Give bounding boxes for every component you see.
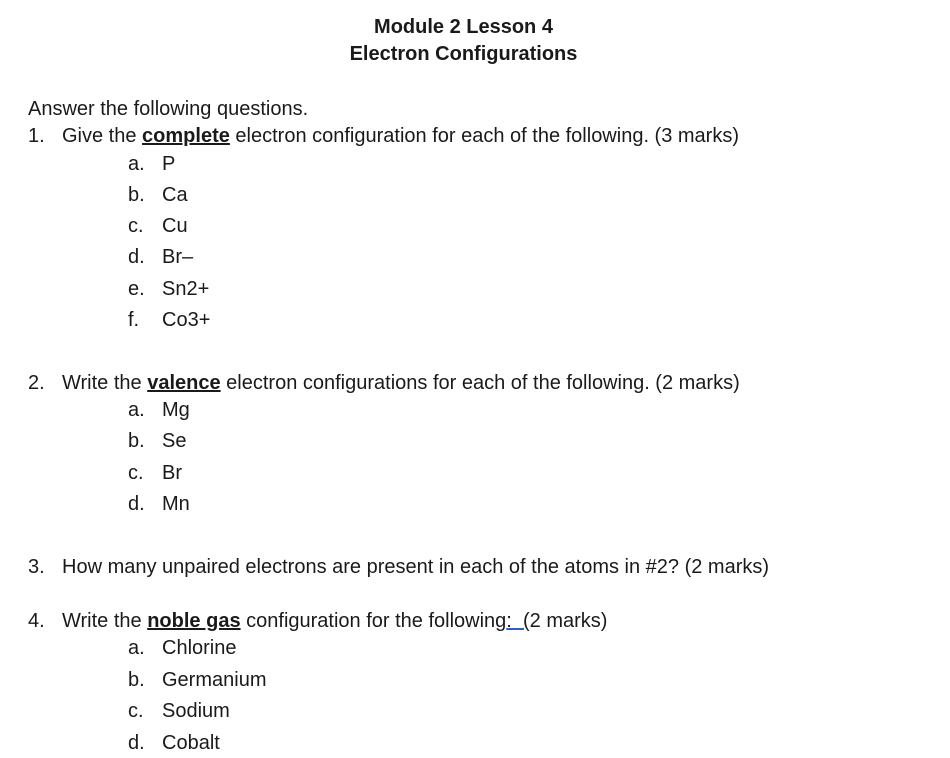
question-text: electron configurations for each of the following. (2 marks): [220, 372, 740, 394]
list-item: [128, 152, 175, 176]
question-text: Give the: [62, 125, 143, 147]
item-letter: f.: [128, 309, 140, 331]
question-3: [28, 555, 769, 579]
item-text: Sn2+: [162, 278, 210, 300]
question-text: How many unpaired electrons are present in each of the atoms in #2? (2 marks): [62, 556, 770, 578]
list-item: [128, 183, 188, 207]
item-letter: b.: [128, 184, 145, 206]
question-emphasis: complete: [142, 125, 230, 147]
item-letter: d.: [128, 493, 145, 515]
item-text: Br–: [162, 246, 194, 268]
item-letter: c.: [128, 700, 144, 722]
item-letter: a.: [128, 153, 145, 175]
question-text: 2 marks): [529, 610, 608, 632]
list-item: [128, 245, 193, 269]
item-text: P: [162, 153, 176, 175]
item-letter: d.: [128, 732, 145, 754]
question-text: : (: [506, 610, 530, 632]
item-text: Mn: [162, 493, 190, 515]
item-text: Mg: [162, 399, 190, 421]
question-1: [28, 124, 739, 148]
question-number: 1.: [28, 125, 45, 147]
page-title: Module 2 Lesson 4: [374, 16, 553, 38]
item-text: Cu: [162, 215, 188, 237]
item-letter: b.: [128, 430, 145, 452]
item-letter: a.: [128, 399, 145, 421]
item-letter: c.: [128, 462, 144, 484]
question-text: configuration for the following: [240, 610, 507, 632]
item-text: Sodium: [162, 700, 230, 722]
question-number: 4.: [28, 610, 45, 632]
item-text: Se: [162, 430, 187, 452]
list-item: [128, 398, 190, 422]
question-text: electron configuration for each of the following. (3 marks): [229, 125, 739, 147]
item-text: Br: [162, 462, 182, 484]
item-text: Co3+: [162, 309, 211, 331]
item-text: Germanium: [162, 669, 267, 691]
item-letter: c.: [128, 215, 144, 237]
list-item: [128, 429, 186, 453]
question-2: [28, 371, 740, 395]
list-item: [128, 277, 209, 301]
list-item: [128, 668, 266, 692]
page-subtitle: Electron Configurations: [349, 43, 578, 65]
question-number: 2.: [28, 372, 45, 394]
item-text: Cobalt: [162, 732, 220, 754]
question-emphasis: valence: [147, 372, 221, 394]
list-item: [128, 636, 236, 660]
question-emphasis: noble gas: [147, 610, 241, 632]
question-4: [28, 609, 607, 633]
list-item: [128, 461, 182, 485]
list-item: [128, 214, 188, 238]
item-text: Chlorine: [162, 637, 237, 659]
item-letter: d.: [128, 246, 145, 268]
list-item: [128, 492, 190, 516]
item-text: Ca: [162, 184, 188, 206]
item-letter: e.: [128, 278, 145, 300]
list-item: [128, 731, 220, 755]
question-number: 3.: [28, 556, 45, 578]
item-letter: a.: [128, 637, 145, 659]
list-item: [128, 699, 230, 723]
question-text: Write the: [62, 372, 148, 394]
question-text: Write the: [62, 610, 148, 632]
item-letter: b.: [128, 669, 145, 691]
instructions: Answer the following questions.: [28, 98, 309, 120]
list-item: [128, 308, 210, 332]
